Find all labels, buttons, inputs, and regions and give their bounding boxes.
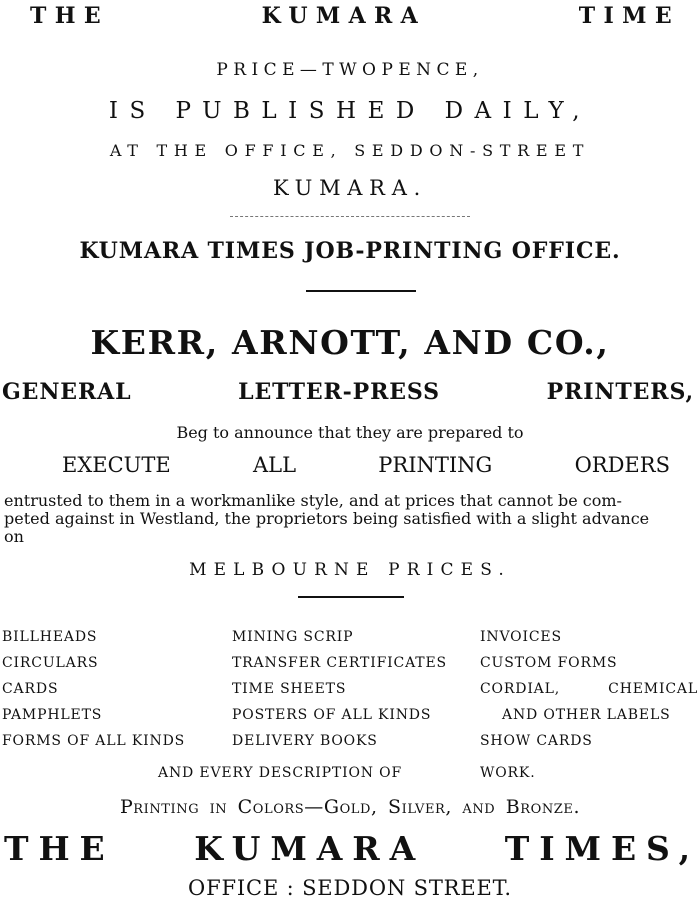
list-item: BILLHEADS (2, 629, 98, 645)
trade-line (0, 381, 700, 403)
masthead-top (0, 5, 700, 27)
address-line: AT THE OFFICE, SEDDON-STREET (109, 141, 591, 160)
firm-name: KERR, ARNOTT, AND CO., (90, 323, 610, 362)
list-item: TRANSFER CERTIFICATES (232, 655, 447, 671)
masthead-word: TIME (578, 3, 680, 29)
colors-word: Colors—Gold, (237, 796, 378, 818)
masthead-word: THE (30, 3, 110, 29)
town-line: KUMARA. (273, 176, 427, 200)
colors-word: Bronze. (505, 796, 581, 818)
masthead-word: THE (4, 829, 115, 868)
list-item: MINING SCRIP (232, 629, 354, 645)
colors-line (0, 798, 700, 817)
colors-word: Printing (119, 796, 200, 818)
list-item: DELIVERY BOOKS (232, 733, 378, 749)
body-paragraph (4, 492, 696, 546)
body-line: entrusted to them in a workmanlike style, and at prices that cannot be com- (4, 491, 622, 510)
execute-word: ORDERS (574, 453, 670, 477)
masthead-bottom (0, 829, 700, 868)
services-column-1 (2, 624, 185, 754)
masthead-word: TIMES, (504, 829, 700, 868)
price-line: PRICE—TWOPENCE, (216, 60, 484, 80)
trade-word: PRINTERS, (546, 379, 694, 405)
list-item: CORDIAL, CHEMICAL (480, 681, 698, 697)
list-item: PAMPHLETS (2, 707, 103, 723)
colors-word: Silver, (388, 796, 452, 818)
list-item: CIRCULARS (2, 655, 99, 671)
divider-rule (306, 290, 416, 292)
list-item: CUSTOM FORMS (480, 655, 618, 671)
services-closing (0, 760, 700, 786)
prices-line: MELBOURNE PRICES. (189, 560, 511, 580)
list-item: TIME SHEETS (232, 681, 347, 697)
job-office-heading: KUMARA TIMES JOB-PRINTING OFFICE. (79, 238, 621, 264)
services-column-3 (480, 624, 698, 754)
closing-text: WORK. (480, 765, 536, 781)
list-item: POSTERS OF ALL KINDS (232, 707, 432, 723)
masthead-word: KUMARA (194, 829, 426, 868)
masthead-word: KUMARA (261, 3, 427, 29)
execute-word: EXECUTE (62, 453, 171, 477)
body-line: on (4, 527, 24, 546)
list-item: AND OTHER LABELS (502, 707, 671, 723)
announce-line: Beg to announce that they are prepared to (176, 423, 524, 442)
execute-line (0, 455, 700, 476)
published-line: IS PUBLISHED DAILY, (108, 98, 592, 124)
divider-dashed (230, 216, 470, 217)
closing-text: AND EVERY DESCRIPTION OF (158, 765, 403, 781)
colors-word: in (209, 796, 228, 818)
list-item: INVOICES (480, 629, 562, 645)
divider-rule (298, 596, 404, 598)
services-column-2 (232, 624, 447, 754)
colors-word: and (462, 796, 496, 818)
list-item: CARDS (2, 681, 59, 697)
services-list (0, 624, 700, 754)
trade-word: LETTER-PRESS (238, 379, 440, 405)
list-item: SHOW CARDS (480, 733, 593, 749)
list-item: FORMS OF ALL KINDS (2, 733, 186, 749)
trade-word: GENERAL (2, 379, 132, 405)
office-line: OFFICE : SEDDON STREET. (188, 876, 512, 900)
execute-word: ALL (252, 453, 297, 477)
body-line: peted against in Westland, the proprietors being satisfied with a slight advance (4, 509, 650, 528)
execute-word: PRINTING (378, 453, 493, 477)
